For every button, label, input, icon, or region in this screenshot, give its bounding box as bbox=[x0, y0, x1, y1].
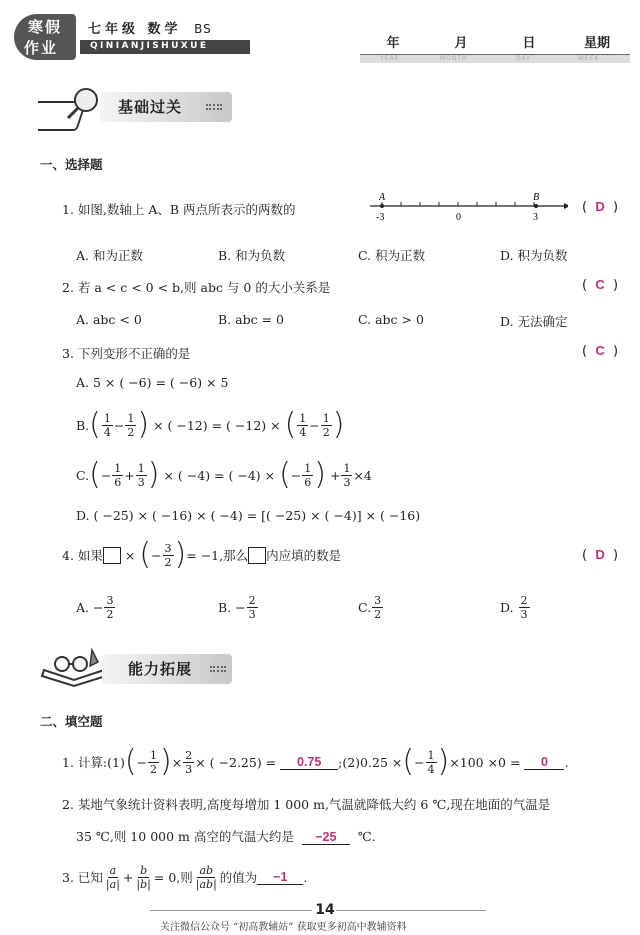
q3-option-a: A. 5 × ( −6) = ( −6) × 5 bbox=[76, 375, 229, 390]
blank-box bbox=[103, 547, 121, 564]
q2-option-d: D. 无法确定 bbox=[500, 314, 568, 329]
q4-option-a: A. − $\frac{3}{2}$ bbox=[76, 593, 114, 621]
q1-answer: D bbox=[595, 199, 605, 214]
fill-q2-line2-pre: 35 ℃,则 10 000 m 高空的气温大约是 bbox=[76, 829, 294, 844]
q2-answer-paren: ( C ) bbox=[582, 277, 619, 293]
fill-q1-answer-1: 0.75 bbox=[296, 755, 322, 769]
blank-box-2 bbox=[248, 547, 266, 564]
label-a: A bbox=[379, 192, 386, 203]
q2-stem: 2. 若 a < c < 0 < b,则 abc 与 0 的大小关系是 bbox=[62, 280, 331, 295]
point-b bbox=[534, 204, 538, 208]
q1-option-d: D. 积为负数 bbox=[500, 248, 568, 263]
footer-rule-left bbox=[150, 910, 312, 911]
fill-q2-line2 bbox=[76, 827, 376, 845]
q1-option-a: A. 和为正数 bbox=[76, 248, 143, 263]
date-label-month: MONTH bbox=[440, 55, 468, 62]
section-banner-advanced bbox=[38, 640, 234, 692]
q3-answer: C bbox=[595, 343, 605, 358]
date-fields bbox=[360, 32, 630, 66]
q3-answer-paren: ( C ) bbox=[582, 343, 619, 359]
dots-decoration-2 bbox=[210, 666, 226, 672]
section-heading-fill: 二、填空题 bbox=[40, 714, 103, 729]
q3-option-c: C. ( − $\frac{1}{6}$ + $\frac{1}{3}$ ) × ( −4) = ( −4) × ( − $\frac{1}{6}$ ) + $\frac{1}{3}$ ×4 bbox=[76, 457, 372, 492]
book-glasses-icon bbox=[38, 640, 110, 692]
date-field-year: 年 bbox=[386, 36, 400, 51]
q1-answer-paren: ( D ) bbox=[582, 199, 619, 215]
subject-title: 七年级 数学 bbox=[88, 22, 182, 37]
fill-q1: 1. 计算:(1) ( − $\frac{1}{2}$ ) × $\frac{2}{3}$ × ( −2.25) = 0.75 ;(2)0.25 × ( − $\frac{1}{4}$ ) ×100 ×0 = 0 . bbox=[62, 744, 569, 779]
fill-q3: 3. 已知 $\frac{a}{|a|}$ + $\frac{b}{|b|}$ = 0,则 $\frac{ab}{|ab|}$ 的值为 −1 . bbox=[62, 863, 308, 891]
fill-q1-mid: ;(2)0.25 × bbox=[338, 754, 403, 770]
edition: BS bbox=[194, 22, 212, 36]
q2-option-b: B. abc = 0 bbox=[218, 312, 284, 327]
q4-option-b: B. − $\frac{2}{3}$ bbox=[218, 593, 256, 621]
header-title bbox=[88, 18, 212, 37]
date-field-day: 日 bbox=[522, 36, 536, 51]
q2-option-a: A. abc < 0 bbox=[76, 312, 142, 327]
page-number: 14 bbox=[315, 902, 335, 918]
point-a bbox=[380, 204, 384, 208]
fill-q2-answer: −25 bbox=[315, 830, 337, 844]
q4-answer-paren: ( D ) bbox=[582, 547, 619, 563]
section-banner-basic bbox=[38, 82, 234, 134]
q1-number-line bbox=[368, 190, 568, 230]
banner-title-advanced: 能力拓展 bbox=[128, 660, 193, 678]
q1-option-b: B. 和为负数 bbox=[218, 248, 286, 263]
header-pinyin: QINIANJISHUXUE bbox=[90, 41, 209, 51]
tablet-magnifier-icon bbox=[38, 82, 108, 134]
fill-q3-pre: 3. 已知 bbox=[62, 870, 103, 885]
q4-stem-pre: 4. 如果 bbox=[62, 548, 103, 563]
q3-option-b-label: B. bbox=[76, 417, 90, 433]
fill-q1-tail: ×100 ×0 = bbox=[449, 754, 521, 770]
tick-label-neg3: -3 bbox=[376, 212, 385, 223]
axis-ticks bbox=[382, 202, 534, 206]
banner-title-basic: 基础过关 bbox=[118, 98, 183, 116]
fill-q3-answer: −1 bbox=[273, 870, 288, 884]
q4-stem: 4. 如果 × ( − $\frac{3}{2}$ ) = −1,那么 内应填的数是 bbox=[62, 537, 342, 572]
q4-stem-mid: = −1,那么 bbox=[186, 548, 249, 563]
date-label-day: DAY bbox=[516, 55, 531, 62]
tick-label-3: 3 bbox=[533, 212, 538, 223]
header-logo-text-1: 寒假 bbox=[28, 18, 63, 36]
q1-option-c: C. 积为正数 bbox=[358, 248, 426, 263]
q2-option-c: C. abc > 0 bbox=[358, 312, 424, 327]
fill-q2-line2-post: ℃. bbox=[357, 829, 376, 844]
section-heading-choice: 一、选择题 bbox=[40, 157, 103, 172]
date-field-week: 星期 bbox=[583, 36, 610, 51]
q4-option-d: D. $\frac{2}{3}$ bbox=[500, 593, 528, 621]
date-label-year: YEAR bbox=[380, 55, 400, 62]
q3-option-c-label: C. bbox=[76, 467, 90, 483]
date-field-month: 月 bbox=[454, 36, 468, 51]
fill-q1-answer-2: 0 bbox=[540, 755, 548, 769]
q3-option-b: B. ( $\frac{1}{4}$ − $\frac{1}{2}$ ) × ( −12) = ( −12) × ( $\frac{1}{4}$ − $\frac{1}{2}$ ) bbox=[76, 407, 345, 442]
q4-option-c: C. $\frac{3}{2}$ bbox=[358, 593, 382, 621]
q3-option-d: D. ( −25) × ( −16) × ( −4) = [( −25) × ( −4)] × ( −16) bbox=[76, 508, 421, 523]
header-logo-text-2: 作业 bbox=[24, 39, 59, 57]
footer-rule-right bbox=[336, 910, 486, 911]
fill-q3-post: 的值为 bbox=[219, 870, 258, 885]
fill-q2-line1: 2. 某地气象统计资料表明,高度每增加 1 000 m,气温就降低大约 6 ℃,现在地面的气温是 bbox=[62, 797, 551, 812]
label-b: B bbox=[533, 192, 540, 203]
q4-stem-post: 内应填的数是 bbox=[266, 548, 342, 563]
header bbox=[0, 0, 640, 70]
date-label-week: WEEK bbox=[578, 55, 600, 62]
q4-answer: D bbox=[595, 547, 605, 562]
footer-note: 关注微信公众号 “初高教辅站” 获取更多初高中教辅资料 bbox=[160, 922, 407, 933]
q3-stem: 3. 下列变形不正确的是 bbox=[62, 346, 191, 361]
dots-decoration bbox=[206, 104, 222, 110]
q2-answer: C bbox=[595, 277, 605, 292]
fill-q3-mid: = 0,则 bbox=[153, 870, 193, 885]
fill-q1-pre: 1. 计算:(1) bbox=[62, 755, 125, 770]
q1-stem: 1. 如图,数轴上 A、B 两点所表示的两数的 bbox=[62, 202, 296, 217]
tick-label-0: 0 bbox=[456, 212, 461, 223]
